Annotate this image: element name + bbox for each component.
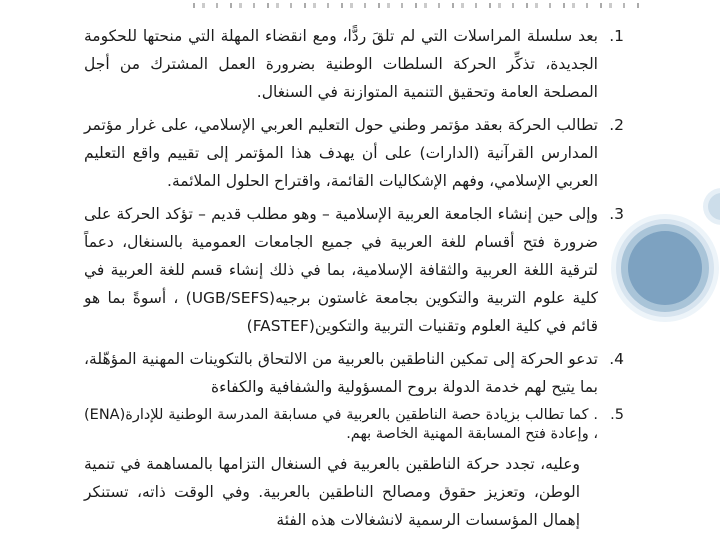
list-item	[84, 406, 624, 444]
edge-circle-decoration	[708, 193, 720, 220]
list-item-number: 4.	[609, 350, 624, 368]
blue-circle-watermark	[628, 231, 702, 305]
numbered-list	[84, 22, 624, 534]
list-item-number: 2.	[609, 116, 624, 134]
list-item	[84, 200, 624, 340]
list-item	[84, 22, 624, 106]
list-item	[84, 111, 624, 195]
list-item-text: وإلى حين إنشاء الجامعة العربية الإسلامية – وهو مطلب قديم – تؤكد الحركة على ضرورة فتح أقسام للغة العربية في جميع الجامعات العمومية بالسنغال، دعماً لترقية اللغة العربية والثقافة الإسلامية، بما في ذلك إنشاء قسم للغة العربية في كلية علوم التربية والتكوين بجامعة غاستون برجيه(UGB/SEFS) ، أسوةً بما هو قائم في كلية العلوم وتقنيات التربية والتكوين(FASTEF)	[84, 205, 599, 335]
list-item-number: 5.	[610, 407, 624, 423]
list-item	[84, 345, 624, 401]
list-item-number: 3.	[609, 205, 624, 223]
closing-paragraph: وعليه، تجدد حركة الناطقين بالعربية في السنغال التزامها بالمساهمة في تنمية الوطن، وتعزيز حقوق ومصالح الناطقين بالعربية. وفي الوقت ذاته، تستنكر إهمال المؤسسات الرسمية لانشغالات هذه الفئة	[84, 455, 580, 529]
clipped-top-line-artifact	[193, 3, 640, 8]
list-item-text: تدعو الحركة إلى تمكين الناطقين بالعربية من الالتحاق بالتكوينات المهنية المؤهّلة، بما يتيح لهم خدمة الدولة بروح المسؤولية والشفافية والكفاءة	[84, 350, 598, 396]
list-item-text: بعد سلسلة المراسلات التي لم تلقَ ردًّا، ومع انقضاء المهلة التي منحتها للحكومة الجديدة، تذكِّر الحركة السلطات الوطنية بضرورة العمل المشترك من أجل المصلحة العامة وتحقيق التنمية المتوازنة في السنغال.	[84, 27, 598, 101]
list-item-number: 1.	[609, 27, 624, 45]
list-item-text: تطالب الحركة بعقد مؤتمر وطني حول التعليم العربي الإسلامي، على غرار مؤتمر المدارس القرآنية (الدارات) على أن يهدف هذا المؤتمر إلى تقييم واقع التعليم العربي الإسلامي، وفهم الإشكاليات القائمة، واقتراح الحلول الملائمة.	[84, 116, 598, 190]
list-item-text: . كما تطالب بزيادة حصة الناطقين بالعربية في مسابقة المدرسة الوطنية للإدارة(ENA) ، وإعادة فتح المسابقة المهنية الخاصة بهم.	[84, 407, 598, 442]
